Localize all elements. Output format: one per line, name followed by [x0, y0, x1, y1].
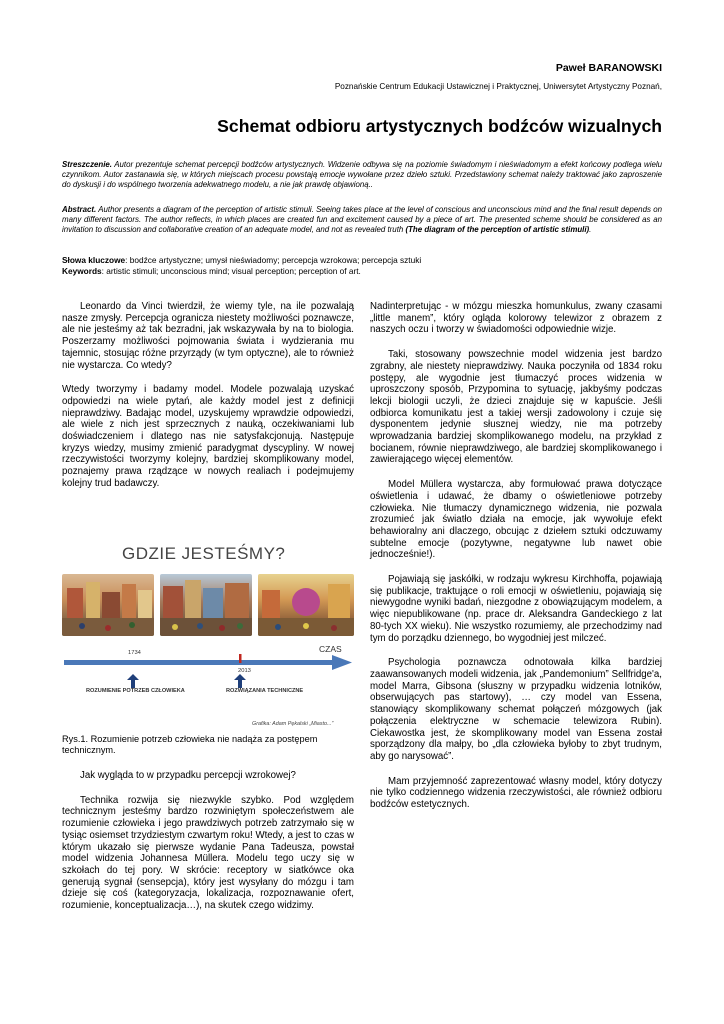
paragraph: Model Müllera wystarcza, aby formułować prawa dotyczące oświetlenia i udawać, że dbamy o oświetleniowe potrzeby człowieka. Nie tłumaczy dynamicznego widzenia, nie pozwala zrozumieć jak światło działa na emocje, jak wywołuje efekt behawioralny ani dlaczego, obcując z dziełem sztuki odczuwamy subtelne emocje (pozytywne, negatywne lub nawet obie jednocześnie!). — [370, 479, 662, 561]
abstract-en-label: Abstract. — [62, 205, 97, 214]
paragraph: Pojawiają się jaskółki, w rodzaju wykresu Kirchhoffa, pojawiają się publikacje, traktujące o roli emocji w oświetleniu, pojawiają się niewygodne wyniki badań, niezgodne z obowiązującym modelem, a więc niepublikowane (np. prace dr. Aleksandra Gandeckiego z lat 80-tych XX wieku). Nie wszystko rozumiemy, ale przechodzimy nad tym do porządku dziennego, bo wygodniej jest milczeć. — [370, 574, 662, 644]
abstract-en-end: . — [589, 225, 592, 234]
time-axis-label: CZAS — [319, 644, 342, 654]
author-name: Paweł BARANOWSKI — [555, 62, 662, 74]
keywords-pl-text: : bodźce artystyczne; umysł nieświadomy; percepcja wzrokowa; percepcja sztuki — [125, 255, 422, 265]
abstract-pl — [62, 160, 662, 190]
paragraph: Psychologia poznawcza odnotowała kilka bardziej zaawansowanych modeli widzenia, jak „Pandemonium” Sellfridge'a, model Marra, Gibsona (słuszny w przypadku widzenia lotników, obserwujących pas startowy), … czy model van Essena, stanowiący skomplikowany schemat połączeń mózgowych (jak połączenia elektryczne w schemacie telewizora Rubin). Ciekawostka jest, że skomplikowany model van Essena został sporządzony dla małpy, bo „dla człowieka byłoby to zbyt trudnym, aby go narysować”. — [370, 657, 662, 762]
paragraph: Jak wygląda to w przypadku percepcji wzrokowej? — [80, 770, 296, 781]
keywords-en-label: Keywords — [62, 266, 102, 276]
paragraph: Technika rozwija się niezwykle szybko. Pod względem technicznym jesteśmy bardzo rozwiniętym społeczeństwem ale rozumienie człowieka i jego prawdziwych potrzeb zatrzymało się w tysiąc osiemset trzydziestym czwartym roku! Wtedy, a jest to czas w którym ukazało się pierwsze wydanie Pana Tadeusza, powstał model widzenia Johannesa Müllera. Modelu tego uczy się w szkołach do tej pory. W skrócie: receptory w siatkówce oka generują sygnał (sensepcja), który jest wysyłany do mózgu i tam dzieje się coś (kategoryzacja, lokalizacja, rozpoznawanie ofert, rozumienie, konceptualizacja…), na skutek czego widzimy. — [62, 794, 354, 912]
left-column-top — [62, 301, 354, 503]
figure-illustrations — [62, 574, 354, 636]
timeline-arrow — [62, 650, 354, 674]
abstract-en — [62, 205, 662, 235]
figure-timeline — [62, 540, 354, 730]
figure-title: GDZIE JESTEŚMY? — [122, 544, 286, 563]
left-column-bottom — [62, 770, 354, 925]
keywords-en — [62, 266, 662, 277]
illustration-market-image — [160, 574, 252, 636]
arrow-up-icon — [126, 674, 140, 688]
figure-credit: Grafika: Adam Pękalski „Miasto...” — [252, 721, 334, 727]
keywords-pl-label: Słowa kluczowe — [62, 255, 126, 265]
keywords-pl — [62, 255, 662, 266]
year-start-label: 1734 — [128, 650, 141, 656]
arrow-up-icon — [233, 674, 247, 688]
abstract-en-title-ref: (The diagram of the perception of artistic stimuli) — [405, 225, 590, 234]
abstract-en-text: Author presents a diagram of the perception of artistic stimuli. Seeing takes place at the level of conscious and unconscious mind and the final result depends on many different factors. The author reflects, in which places are created fun and excitement caused by a piece of art. The presented scheme should be considered as an invitation to discussion and collaborative creation of an adequate model, and not as revealed truth — [62, 205, 662, 234]
author-affiliation: Poznańskie Centrum Edukacji Ustawicznej i Praktycznej, Uniwersytet Artystyczny Poznań, — [334, 82, 662, 91]
paragraph: Mam przyjemność zaprezentować własny model, który dotyczy nie tylko codziennego widzenia rzeczywistości, ale również odbioru bodźców estetycznych. — [370, 775, 662, 811]
paragraph: Taki, stosowany powszechnie model widzenia jest bardzo zgrabny, ale niestety nieprawdziwy. Nauka poczyniła od 1834 roku postępy, ale wygodnie jest tłumaczyć proces widzenia w uproszczony sposób, Przypomina to sytuację, jakbyśmy podczas lekcji biologii uczyli, że dzieci znajduje się w kapuście. Jeśli odbiorca komunikatu jest a takiej wersji zadowolony i czuje się dysponentem jedynie słusznej wiedzy, nie ma potrzeby wprowadzania bardziej skomplikowanego modelu, na przykład z bocianem, równie nieprawdziwego, ale bardziej skomplikowanego i zawierającego więcej elementów. — [370, 349, 662, 466]
illustration-old-town-image — [62, 574, 154, 636]
keywords-en-text: : artistic stimuli; unconscious mind; visual perception; perception of art. — [101, 266, 361, 276]
abstract-pl-label: Streszczenie. — [62, 160, 112, 169]
year-now-label: 2013 — [238, 668, 251, 674]
paper-title: Schemat odbioru artystycznych bodźców wizualnych — [217, 116, 662, 136]
paragraph: Wtedy tworzymy i badamy model. Modele pozwalają uzyskać odpowiedzi na wiele pytań, ale każdy model jest z definicji nieprawdziwy. Badając model, uzyskujemy wprawdzie odpowiedzi, ale wiele z nich jest sprzecznych z nauką, oczekiwaniami lub doświadczeniem i dlatego nas nie satysfakcjonują. Następuje kryzys wiedzy, musimy zmienić paradygmat dyscypliny. W nowej rzeczywistości tworzymy kolejny, bardziej skomplikowany model, poznajemy prawa rządzące w nowych realiach i podejmujemy kolejny trud badawczy. — [62, 384, 354, 489]
figure-caption: Rys.1. Rozumienie potrzeb człowieka nie nadąża za postępem technicznym. — [62, 734, 318, 755]
human-needs-label: ROZUMIENIE POTRZEB CZŁOWIEKA — [86, 688, 185, 694]
paragraph: Nadinterpretując - w mózgu mieszka homunkulus, zwany czasami „little manem”, który ogląda kolorowy telewizor z obrazem z naszych oczu i tworzy w świadomości odpowiednie wizje. — [370, 301, 662, 336]
paragraph: Leonardo da Vinci twierdził, że wiemy tyle, na ile pozwalają nasze zmysły. Percepcja ogranicza niestety możliwości poznawcze, ale nie jesteśmy aż tak bezradni, jak wskazywała by na to biologia. Poszerzamy możliwości pojmowania świata i wydzierania mu tajemnic, stosując różne przyrządy (w tym optyczne), ale to również nie wystarcza. Co wtedy? — [62, 301, 354, 371]
abstract-pl-text: Autor prezentuje schemat percepcji bodźców artystycznych. Widzenie odbywa się na poziomie świadomym i nieświadomym a efekt końcowy podlega wielu czynnikom. Autor zastanawia się, w których miejscach procesu powstają emocje wywołane przez dzieło sztuki. Przedstawiony schemat należy traktować jako zaproszenie do dyskusji i do wspólnego tworzenia adekwatnego modelu, a nie jak prawdę objawioną.. — [62, 160, 662, 189]
illustration-festival-image — [258, 574, 354, 636]
right-column — [370, 301, 662, 824]
technical-solutions-label: ROZWIĄZANIA TECHNICZNE — [226, 688, 304, 694]
